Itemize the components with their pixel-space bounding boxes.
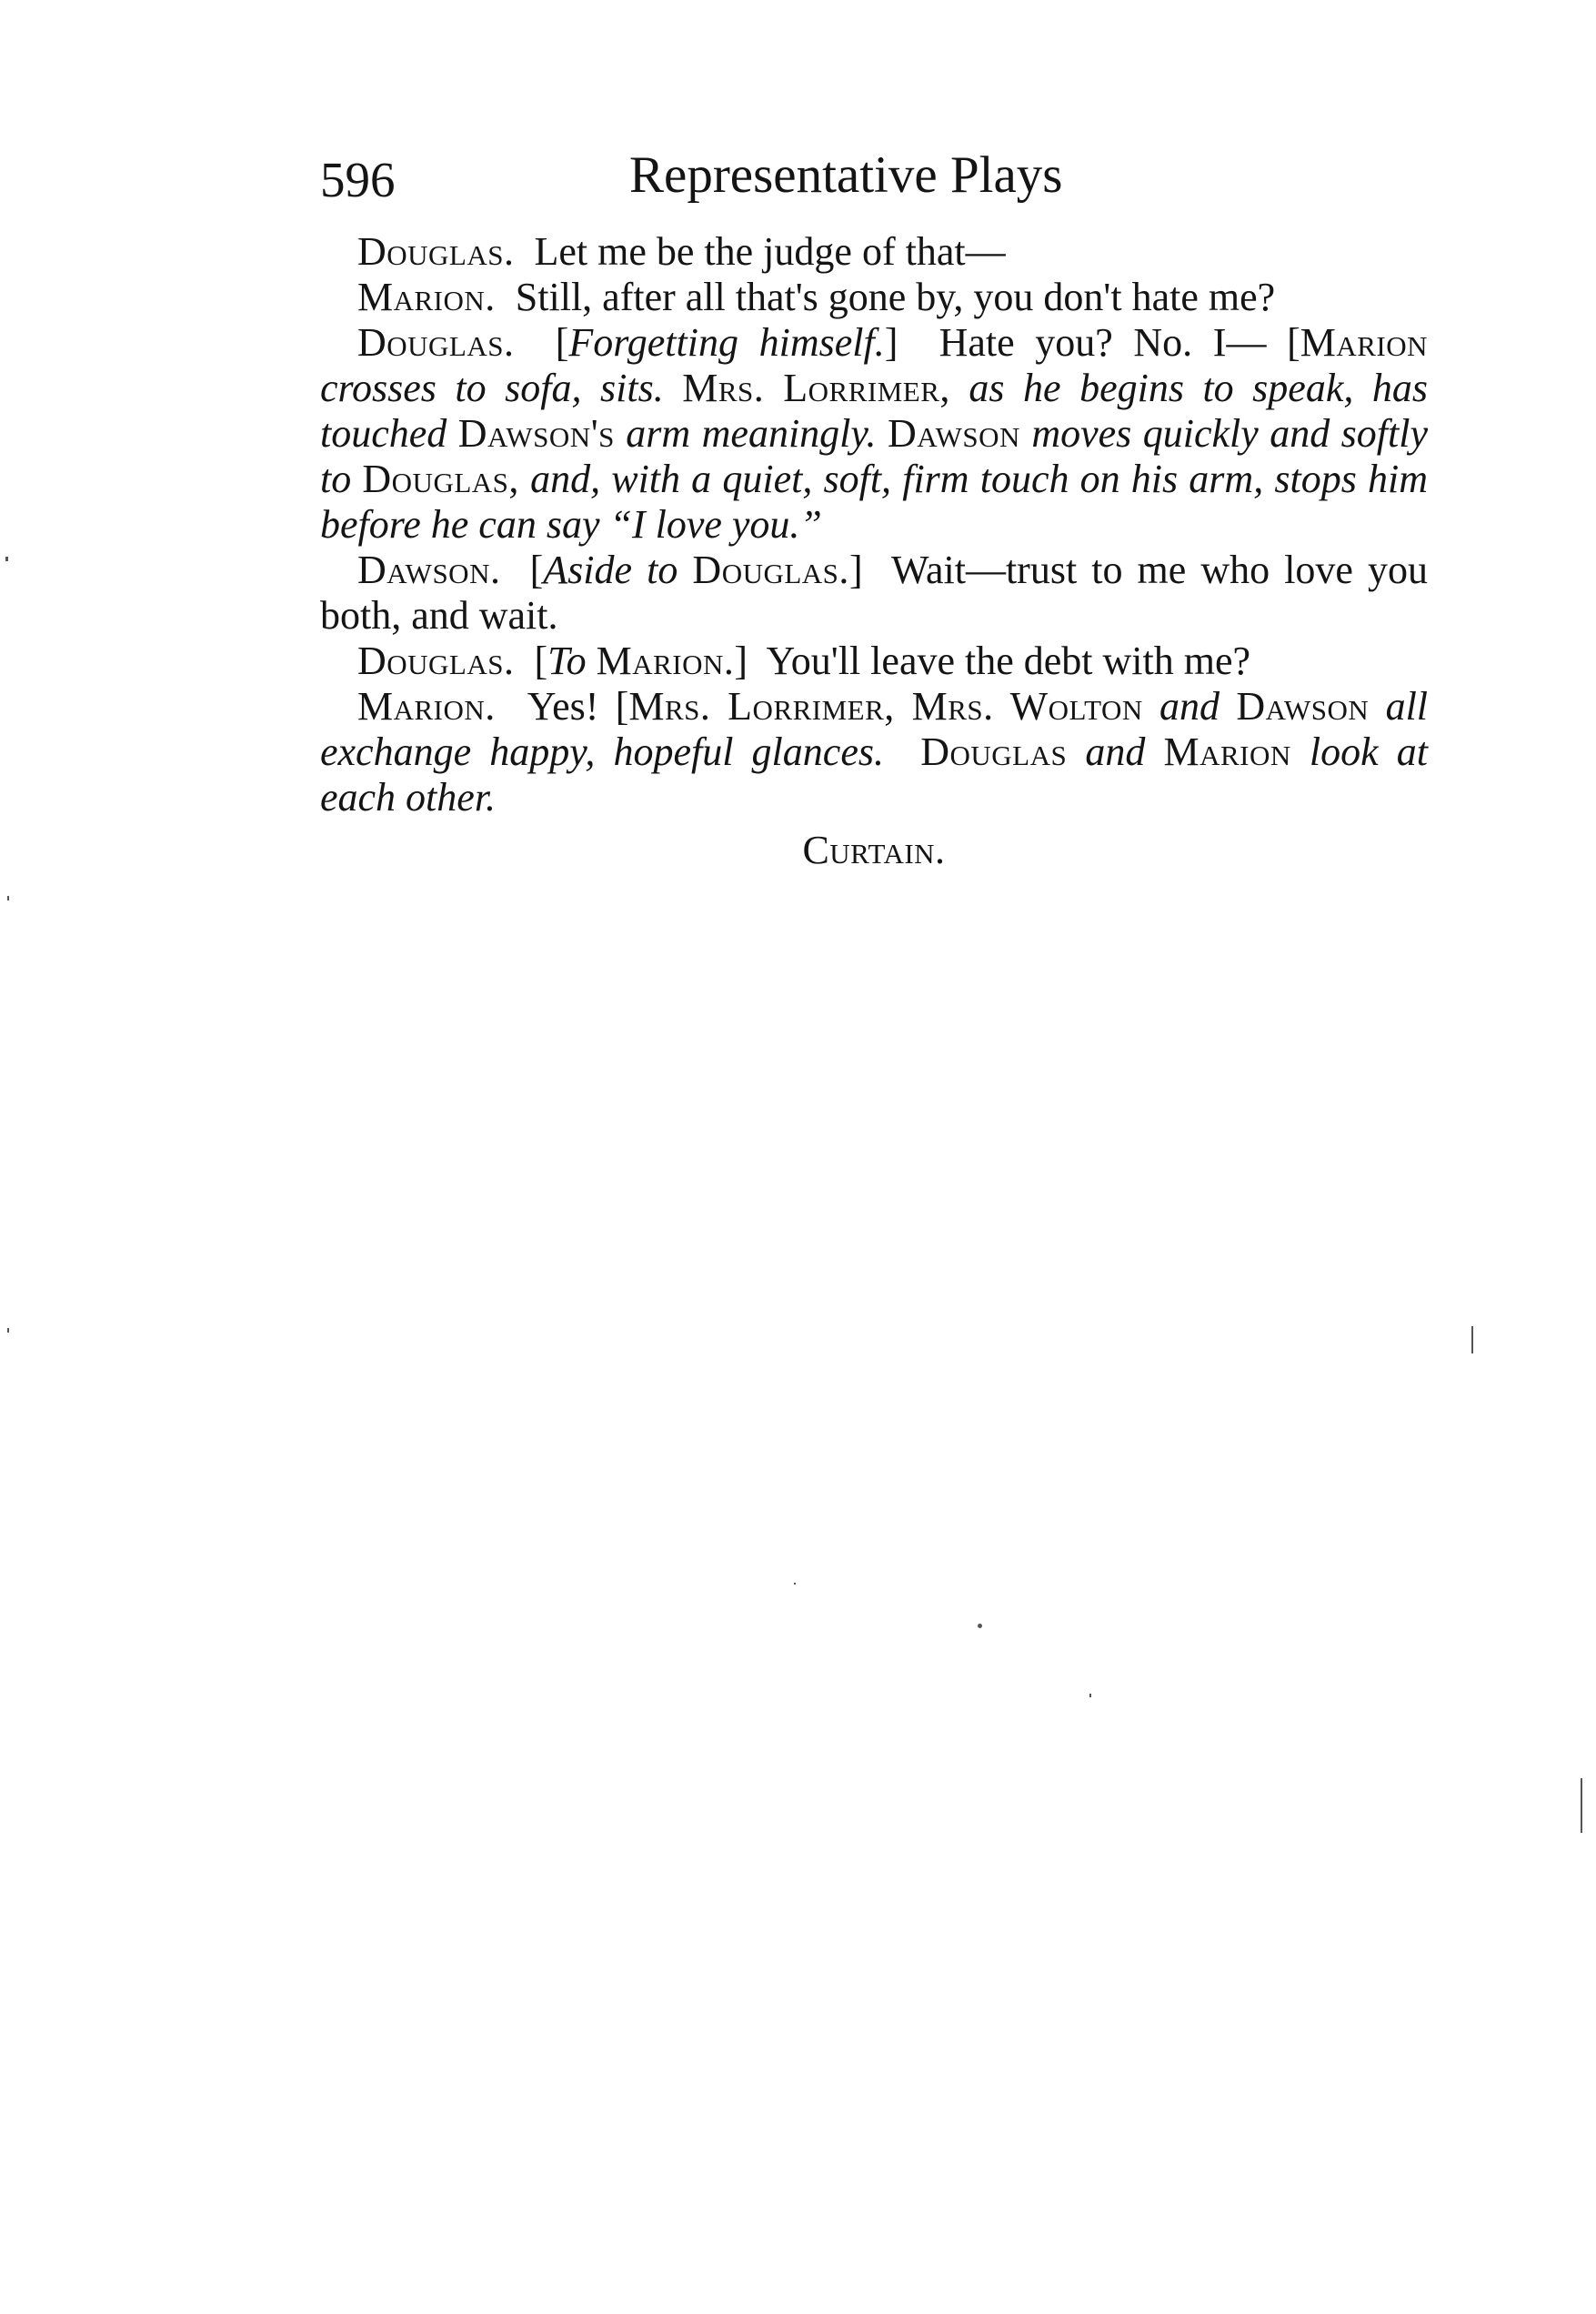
stage-direction: arm meaningly. <box>614 411 888 456</box>
bracket: ] <box>734 639 748 683</box>
scan-speck <box>1471 1326 1473 1353</box>
character-name: Dawson <box>1236 684 1370 729</box>
speaker-name: Douglas. <box>357 320 515 365</box>
stage-direction: Forgetting himself. <box>568 320 885 365</box>
speaker-name: Douglas. <box>357 639 515 683</box>
character-name: Dawson's <box>457 411 615 456</box>
scan-speck <box>794 1583 796 1585</box>
scan-speck <box>7 1328 9 1333</box>
character-name: Marion. <box>596 639 735 683</box>
play-text <box>320 229 1428 873</box>
curtain-line <box>320 828 1428 873</box>
speaker-name: Marion. <box>357 684 496 729</box>
stage-direction: crosses to sofa, sits. <box>320 366 683 410</box>
scan-speck <box>978 1624 982 1628</box>
speech-text: Let me be the judge of that— <box>534 229 1006 274</box>
scan-speck <box>1581 1778 1582 1833</box>
speech-text: Wait—trust to me who love you both, and wait. <box>320 548 1429 638</box>
curtain-text: Curtain. <box>802 828 946 872</box>
character-name: Douglas. <box>692 548 849 592</box>
speech-text: Yes! <box>527 684 599 729</box>
character-name: Marion <box>1163 729 1291 774</box>
dialogue-line <box>320 684 1428 820</box>
character-name: Douglas, <box>362 457 519 501</box>
stage-direction: and <box>1085 729 1146 774</box>
character-name: Mrs. Lorrimer, Mrs. Wolton <box>628 684 1143 729</box>
speaker-name: Douglas. <box>357 229 515 274</box>
character-name: Mrs. Lorrimer, <box>682 366 950 410</box>
dialogue-line <box>320 548 1428 639</box>
page-header <box>320 146 1428 218</box>
stage-direction: as he begins to speak, has touched <box>320 366 1428 456</box>
scan-speck <box>5 557 8 561</box>
stage-direction: To <box>547 639 587 683</box>
dialogue-line <box>320 639 1428 684</box>
bracket: [ <box>529 548 544 592</box>
dialogue-line <box>320 229 1428 275</box>
scan-speck <box>1089 1694 1091 1697</box>
bracket: [ <box>555 320 569 365</box>
stage-direction: moves quickly and softly to <box>320 411 1428 501</box>
stage-direction: look at each other. <box>320 729 1429 820</box>
bracket: ] <box>884 320 898 365</box>
scan-speck <box>7 896 9 900</box>
speaker-name: Marion. <box>357 275 496 319</box>
speaker-name: Dawson. <box>357 548 501 592</box>
stage-direction: and, with a quiet, soft, firm touch on his arm, stops him before he can say “I love you.” <box>320 457 1428 547</box>
page-number: 596 <box>320 152 396 207</box>
speech-text: Still, after all that's gone by, you don't hate me? <box>515 275 1276 319</box>
stage-direction: all exchange happy, hopeful glances. <box>320 684 1429 774</box>
dialogue-line <box>320 320 1428 548</box>
character-name: Marion <box>1300 320 1429 365</box>
bracket: [ <box>615 684 629 729</box>
stage-direction: and <box>1159 684 1220 729</box>
stage-direction: Aside to <box>543 548 678 592</box>
character-name: Dawson <box>887 411 1020 456</box>
speech-text: Hate you? No. I— <box>939 320 1267 365</box>
bracket: ] <box>848 548 863 592</box>
speech-text: You'll leave the debt with me? <box>766 639 1251 683</box>
dialogue-line <box>320 275 1428 320</box>
character-name: Douglas <box>920 729 1068 774</box>
running-title: Representative Plays <box>629 146 1063 204</box>
bracket: [ <box>534 639 548 683</box>
bracket: [ <box>1287 320 1300 365</box>
